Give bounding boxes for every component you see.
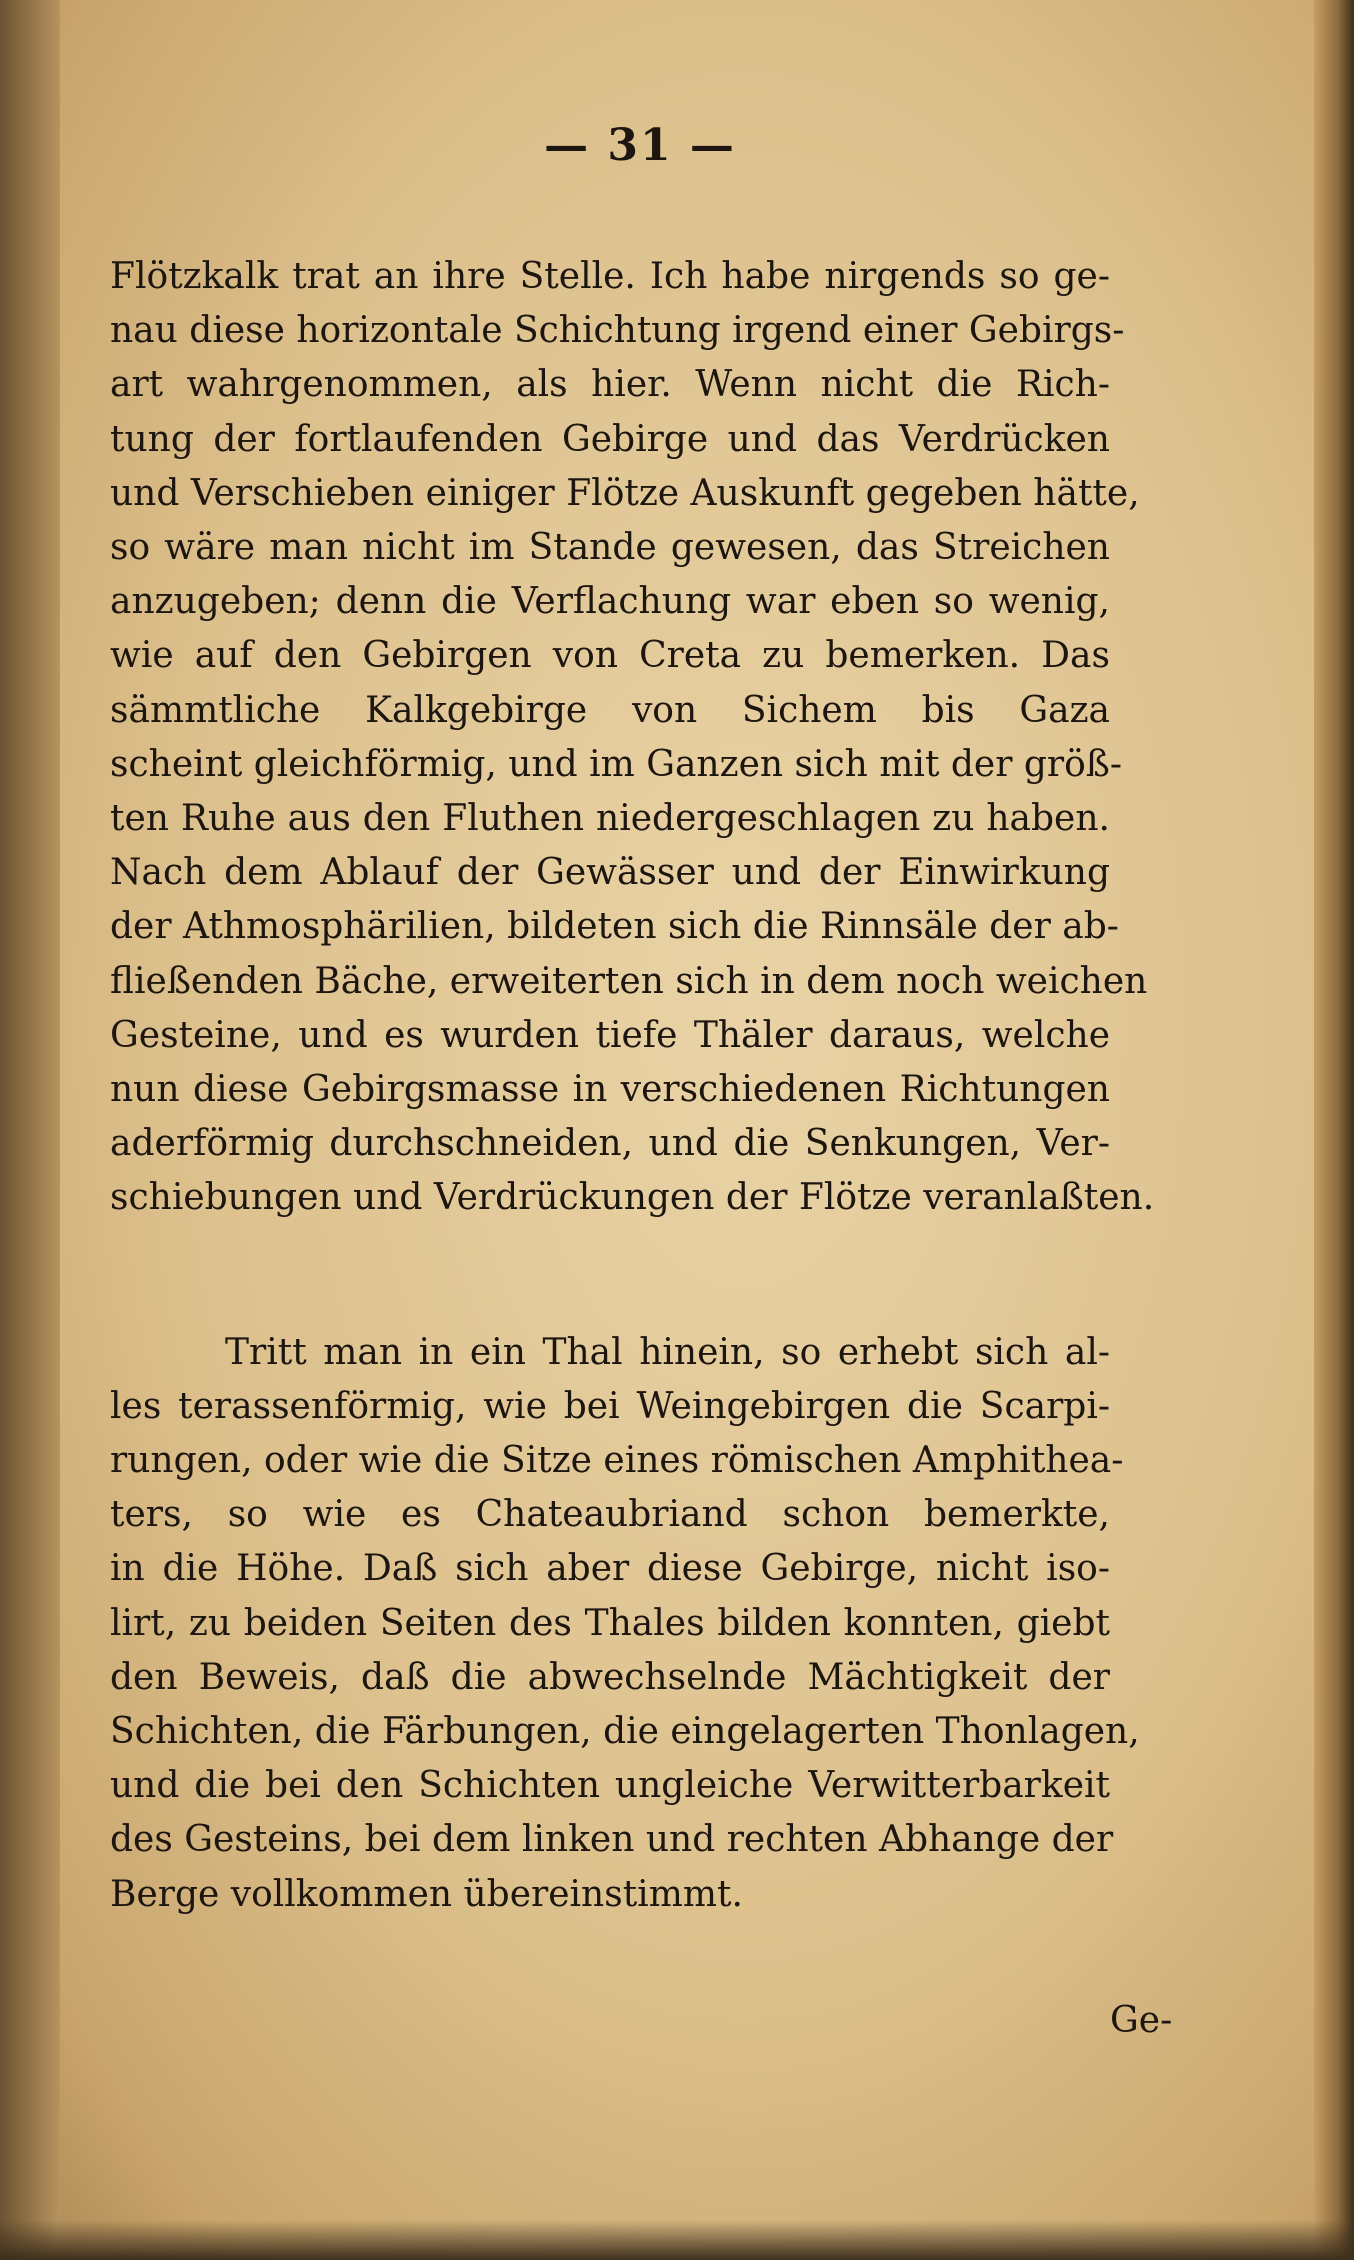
text-line: Tritt man in ein Thal hinein, so erhebt sich al- bbox=[225, 1331, 1110, 1373]
text-line: les terassenförmig, wie bei Weingebirgen die Scarpi- bbox=[110, 1385, 1110, 1427]
text-line: nun diese Gebirgsmasse in verschiedenen Richtungen bbox=[110, 1069, 1110, 1111]
page-number: — 31 — bbox=[544, 120, 736, 171]
text-line: Flötzkalk trat an ihre Stelle. Ich habe nirgends so ge- bbox=[110, 256, 1110, 297]
text-line: anzugeben; denn die Verflachung war eben so wenig, bbox=[110, 581, 1110, 623]
text-line: wie auf den Gebirgen von Creta zu bemerken. Das bbox=[110, 635, 1110, 677]
text-line: Nach dem Ablauf der Gewässer und der Einwirkung bbox=[110, 852, 1110, 894]
text-line: und Verschieben einiger Flötze Auskunft gegeben hätte, bbox=[110, 472, 1140, 514]
page-bottom-edge bbox=[0, 2220, 1354, 2260]
text-line: nau diese horizontale Schichtung irgend einer Gebirgs- bbox=[110, 310, 1125, 352]
text-line: so wäre man nicht im Stande gewesen, das Streichen bbox=[110, 527, 1110, 569]
text-line: den Beweis, daß die abwechselnde Mächtigkeit der bbox=[110, 1656, 1110, 1698]
book-gutter bbox=[0, 0, 60, 2260]
text-line: ten Ruhe aus den Fluthen niedergeschlagen zu haben. bbox=[110, 798, 1110, 840]
text-line: aderförmig durchschneiden, und die Senkungen, Ver- bbox=[110, 1123, 1110, 1165]
text-line: Berge vollkommen übereinstimmt. bbox=[110, 1873, 743, 1915]
text-line: schiebungen und Verdrückungen der Flötze veranlaßten. bbox=[110, 1177, 1155, 1219]
catchword: Ge- bbox=[1110, 2000, 1173, 2041]
text-line: tung der fortlaufenden Gebirge und das Verdrücken bbox=[110, 418, 1110, 460]
text-line: und die bei den Schichten ungleiche Verwitterbarkeit bbox=[110, 1765, 1110, 1807]
text-line: sämmtliche Kalkgebirge von Sichem bis Gaza bbox=[110, 689, 1110, 731]
text-line: Gesteine, und es wurden tiefe Thäler daraus, welche bbox=[110, 1014, 1110, 1056]
book-page bbox=[110, 120, 1173, 2041]
paragraph-1 bbox=[110, 250, 1155, 1226]
text-line: des Gesteins, bei dem linken und rechten Abhange der bbox=[110, 1819, 1114, 1861]
text-line: in die Höhe. Daß sich aber diese Gebirge, nicht iso- bbox=[110, 1548, 1110, 1590]
text-line: rungen, oder wie die Sitze eines römischen Amphithea- bbox=[110, 1440, 1124, 1482]
text-line: ters, so wie es Chateaubriand schon bemerkte, bbox=[110, 1494, 1110, 1536]
text-line: fließenden Bäche, erweiterten sich in dem noch weichen bbox=[110, 960, 1148, 1002]
text-line: Schichten, die Färbungen, die eingelagerten Thonlagen, bbox=[110, 1711, 1140, 1753]
text-line: der Athmosphärilien, bildeten sich die Rinnsäle der ab- bbox=[110, 906, 1119, 948]
text-line: art wahrgenommen, als hier. Wenn nicht die Rich- bbox=[110, 364, 1110, 406]
text-line: lirt, zu beiden Seiten des Thales bilden konnten, giebt bbox=[110, 1602, 1110, 1644]
text-line: scheint gleichförmig, und im Ganzen sich mit der größ- bbox=[110, 743, 1122, 785]
page-right-edge bbox=[1314, 0, 1354, 2260]
paragraph-2 bbox=[110, 1326, 1140, 1922]
